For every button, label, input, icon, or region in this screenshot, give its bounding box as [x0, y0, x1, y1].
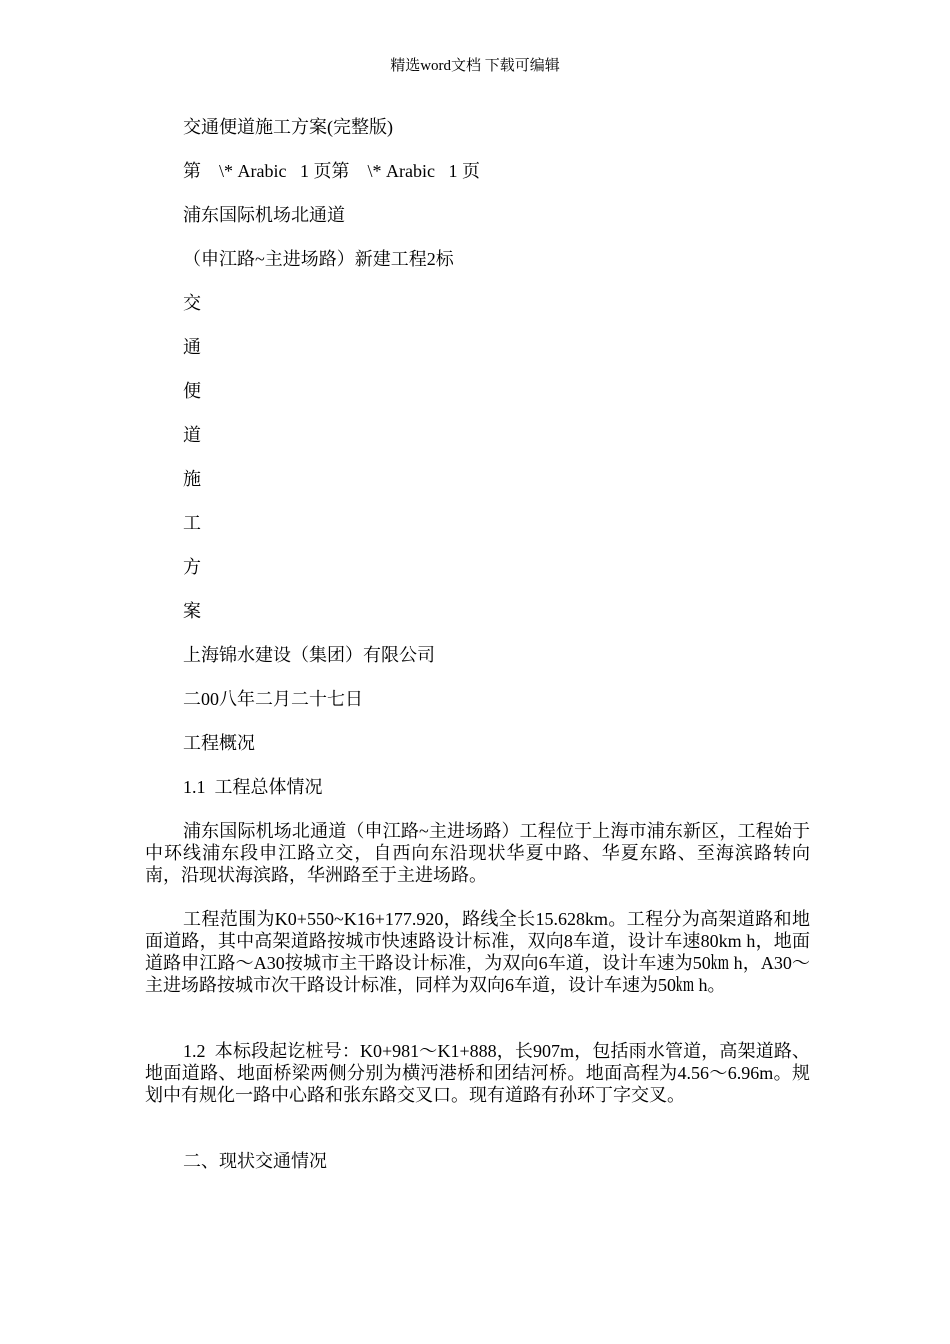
- vertical-title-char: 交: [183, 293, 201, 313]
- paragraph-project-scope: 工程范围为K0+550~K16+177.920，路线全长15.628km。工程分为高架道路和地面道路，其中高架道路按城市快速路设计标准，双向8车道，设计车速80km h，地面道路申江路～A30按城市主干路设计标准，为双向6车道，设计车速为50㎞ h，A30～主进场路按城市次干路设计标准，同样为双向6车道，设计车速为50㎞ h。: [145, 909, 810, 995]
- project-name-line-2: （申江路~主进场路）新建工程2标: [183, 249, 454, 269]
- section-heading-traffic: 二、现状交通情况: [183, 1151, 327, 1171]
- document-date: 二00八年二月二十七日: [183, 689, 363, 709]
- project-name-line-1: 浦东国际机场北通道: [183, 205, 345, 225]
- paragraph-project-location: 浦东国际机场北通道（申江路~主进场路）工程位于上海市浦东新区，工程始于中环线浦东段申江路立交，自西向东沿现状华夏中路、华夏东路、至海滨路转向南，沿现状海滨路，华洲路至于主进场路。: [145, 821, 810, 885]
- vertical-title-char: 道: [183, 425, 201, 445]
- document-title: 交通便道施工方案(完整版): [183, 117, 393, 137]
- page-header: 精选word文档 下载可编辑: [390, 58, 560, 74]
- vertical-title-char: 方: [183, 557, 201, 577]
- vertical-title-char: 工: [183, 513, 201, 533]
- company-name: 上海锦水建设（集团）有限公司: [183, 645, 435, 665]
- page-number-field: 第 \* Arabic 1 页第 \* Arabic 1 页: [183, 161, 480, 181]
- vertical-title-char: 通: [183, 337, 201, 357]
- section-heading-overview: 工程概况: [183, 733, 255, 753]
- paragraph-section-1-2: 1.2 本标段起讫桩号：K0+981～K1+888，长907m，包括雨水管道，高架道路、地面道路、地面桥梁两侧分别为横沔港桥和团结河桥。地面高程为4.56～6.96m。规划中有规化一路中心路和张东路交叉口。现有道路有孙环丁字交叉。: [145, 1041, 810, 1105]
- subsection-heading-1-1: 1.1 工程总体情况: [183, 777, 323, 797]
- vertical-title-char: 案: [183, 601, 201, 621]
- vertical-title-char: 便: [183, 381, 201, 401]
- vertical-title-char: 施: [183, 469, 201, 489]
